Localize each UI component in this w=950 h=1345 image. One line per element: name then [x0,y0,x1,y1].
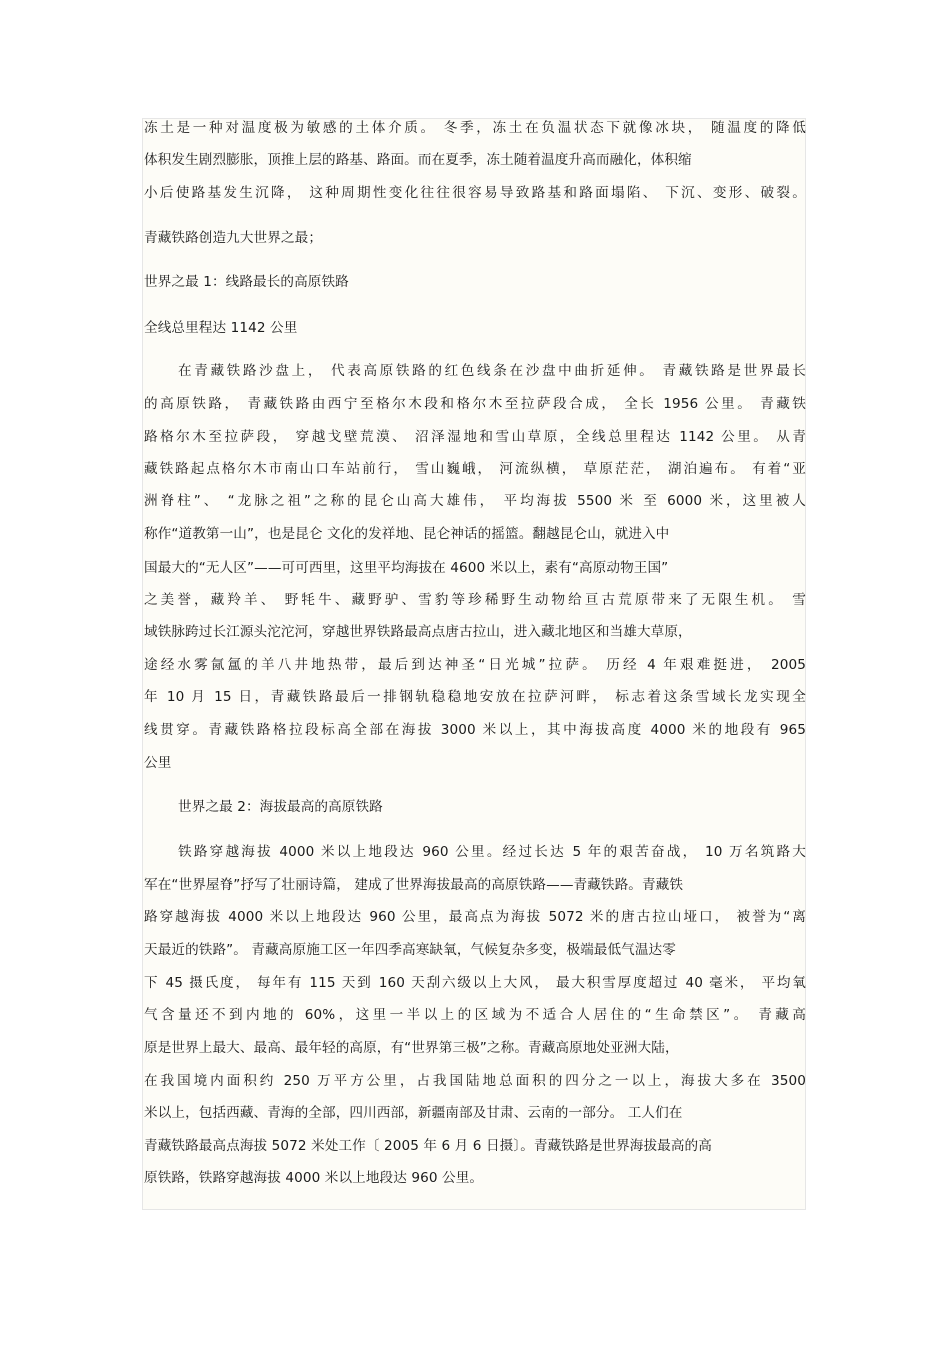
text-line: 铁路穿越海拔 4000 米以上地段达 960 公里。经过长达 5 年的艰苦奋战， 10 万名筑路大 [178,844,806,860]
text-line: 原是世界上最大、最高、最年轻的高原，有“世界第三极”之称。青藏高原地处亚洲大陆， [144,1040,679,1056]
text-line: 的高原铁路， 青藏铁路由西宁至格尔木段和格尔木至拉萨段合成， 全长 1956 公里。 青藏铁 [144,396,806,412]
text-line: 途经水雾氤氲的羊八井地热带，最后到达神圣“日光城”拉萨。 历经 4 年艰难挺进， 2005 [144,657,806,673]
text-line: 青藏铁路最高点海拔 5072 米处工作〔 2005 年 6 月 6 日摄〕。青藏铁路是世界海拔最高的高 [144,1138,712,1154]
text-line: 在青藏铁路沙盘上， 代表高原铁路的红色线条在沙盘中曲折延伸。 青藏铁路是世界最长 [178,363,806,379]
text-line: 年 10 月 15 日，青藏铁路最后一排钢轨稳稳地安放在拉萨河畔， 标志着这条雪域长龙实现全 [144,689,806,705]
text-line: 路格尔木至拉萨段， 穿越戈壁荒漠、 沼泽湿地和雪山草原，全线总里程达 1142 公里。 从青 [144,429,806,445]
text-line: 全线总里程达 1142 公里 [144,320,298,336]
text-line: 小后使路基发生沉降， 这种周期性变化往往很容易导致路基和路面塌陷、 下沉、变形、破裂。 [144,185,806,201]
text-line: 米以上，包括西藏、青海的全部，四川西部，新疆南部及甘肃、云南的一部分。 工人们在 [144,1105,683,1121]
text-line: 天最近的铁路”。 青藏高原施工区一年四季高寒缺氧，气候复杂多变，极端最低气温达零 [144,942,676,958]
text-line: 冻土是一种对温度极为敏感的土体介质。 冬季，冻土在负温状态下就像冰块， 随温度的降低 [144,120,806,136]
text-line: 公里 [144,755,172,771]
text-line: 在我国境内面积约 250 万平方公里，占我国陆地总面积的四分之一以上，海拔大多在 3500 [144,1073,806,1089]
text-line: 原铁路，铁路穿越海拔 4000 米以上地段达 960 公里。 [144,1170,484,1186]
section-heading: 世界之最 2：海拔最高的高原铁路 [178,799,383,815]
text-line: 称作“道教第一山”，也是昆仑 文化的发祥地、昆仑神话的摇篮。翻越昆仑山，就进入中 [144,526,670,542]
text-line: 下 45 摄氏度， 每年有 115 天到 160 天刮六级以上大风， 最大积雪厚度超过 40 毫米， 平均氧 [144,975,806,991]
text-line: 路穿越海拔 4000 米以上地段达 960 公里，最高点为海拔 5072 米的唐古拉山垭口， 被誉为“离 [144,909,806,925]
text-line: 线贯穿。青藏铁路格拉段标高全部在海拔 3000 米以上，其中海拔高度 4000 米的地段有 965 [144,722,806,738]
text-line: 藏铁路起点格尔木市南山口车站前行， 雪山巍峨， 河流纵横， 草原茫茫， 湖泊遍布。 有着“亚 [144,461,806,477]
text-line: 之美誉，藏羚羊、 野牦牛、藏野驴、雪豹等珍稀野生动物给亘古荒原带来了无限生机。 雪 [144,592,806,608]
text-line: 军在“世界屋脊”抒写了壮丽诗篇， 建成了世界海拔最高的高原铁路——青藏铁路。青藏铁 [144,877,684,893]
text-line: 气含量还不到内地的 60%，这里一半以上的区域为不适合人居住的“生命禁区”。 青藏高 [144,1007,806,1023]
section-heading: 世界之最 1：线路最长的高原铁路 [144,274,349,290]
text-line: 域铁脉跨过长江源头沱沱河，穿越世界铁路最高点唐古拉山，进入藏北地区和当雄大草原， [144,624,692,640]
section-heading: 青藏铁路创造九大世界之最； [144,230,323,246]
text-line: 体积发生剧烈膨胀，顶推上层的路基、路面。而在夏季，冻土随着温度升高而融化，体积缩 [144,152,692,168]
text-line: 洲脊柱”、 “龙脉之祖”之称的昆仑山高大雄伟， 平均海拔 5500 米 至 6000 米，这里被人 [144,493,806,509]
text-line: 国最大的“无人区”——可可西里，这里平均海拔在 4600 米以上，素有“高原动物王国” [144,560,669,576]
